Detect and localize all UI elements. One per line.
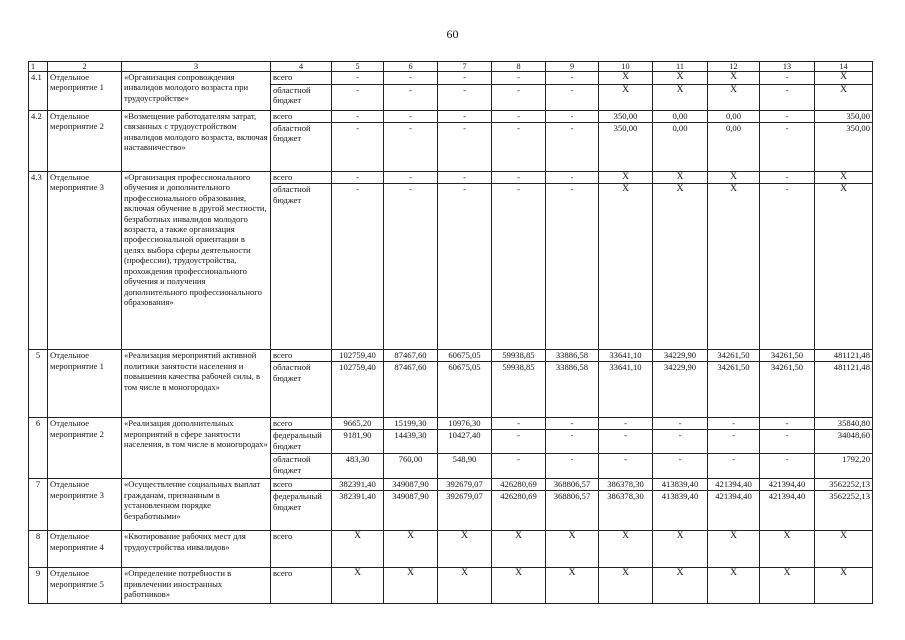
value-cell-col-7: 60675,05	[438, 362, 492, 418]
value-cell-col-9: 33886,58	[546, 362, 599, 418]
value-cell-col-13: X	[760, 568, 815, 604]
funding-source: всего	[271, 418, 332, 430]
value-cell-col-10: 350,00	[599, 122, 653, 171]
value-cell-col-6: X	[384, 531, 438, 568]
value-cell-col-14: X	[815, 171, 873, 184]
event-description: «Реализация мероприятий активной политики занятости населения и повышения качества рабочей силы, в том числе в моногородах»	[122, 350, 271, 418]
value-cell-col-8: X	[492, 568, 546, 604]
event-description: «Квотирование рабочих мест для трудоустройства инвалидов»	[122, 531, 271, 568]
value-cell-col-12: 0,00	[708, 110, 760, 122]
funding-source: областной бюджет	[271, 362, 332, 418]
value-cell-col-13: -	[760, 418, 815, 430]
value-cell-col-13: 34261,50	[760, 350, 815, 362]
value-cell-col-12: 421394,40	[708, 491, 760, 531]
column-header-1: 1	[29, 62, 48, 72]
value-cell-col-9: -	[546, 430, 599, 454]
value-cell-col-13: -	[760, 454, 815, 479]
value-cell-col-12: -	[708, 418, 760, 430]
value-cell-col-9: X	[546, 568, 599, 604]
event-name: Отдельное мероприятие 3	[48, 479, 122, 531]
value-cell-col-10: -	[599, 454, 653, 479]
value-cell-col-5: 9181,90	[332, 430, 384, 454]
column-header-12: 12	[708, 62, 760, 72]
column-header-3: 3	[122, 62, 271, 72]
value-cell-col-10: X	[599, 171, 653, 184]
value-cell-col-14: X	[815, 84, 873, 110]
table-row	[29, 72, 873, 85]
column-header-11: 11	[653, 62, 708, 72]
value-cell-col-8: 426280,69	[492, 479, 546, 491]
value-cell-col-11: 0,00	[653, 110, 708, 122]
value-cell-col-8: -	[492, 171, 546, 184]
value-cell-col-5: 382391,40	[332, 491, 384, 531]
event-description: «Осуществление социальных выплат гражданам, признанным в установленном порядке безработными»	[122, 479, 271, 531]
value-cell-col-5: -	[332, 122, 384, 171]
value-cell-col-13: 421394,40	[760, 491, 815, 531]
value-cell-col-6: 87467,60	[384, 350, 438, 362]
value-cell-col-11: 0,00	[653, 122, 708, 171]
value-cell-col-13: -	[760, 171, 815, 184]
value-cell-col-11: X	[653, 568, 708, 604]
value-cell-col-13: -	[760, 84, 815, 110]
event-name: Отдельное мероприятие 2	[48, 418, 122, 479]
event-description: «Реализация дополнительных мероприятий в сфере занятости населения, в том числе в моногородах»	[122, 418, 271, 479]
value-cell-col-6: -	[384, 184, 438, 350]
value-cell-col-7: 392679,07	[438, 479, 492, 491]
value-cell-col-10: 386378,30	[599, 491, 653, 531]
value-cell-col-5: -	[332, 171, 384, 184]
value-cell-col-6: 14439,30	[384, 430, 438, 454]
value-cell-col-6: -	[384, 122, 438, 171]
value-cell-col-7: -	[438, 122, 492, 171]
value-cell-col-6: 349087,90	[384, 491, 438, 531]
value-cell-col-14: 481121,48	[815, 350, 873, 362]
value-cell-col-12: X	[708, 84, 760, 110]
value-cell-col-13: -	[760, 184, 815, 350]
value-cell-col-8: -	[492, 430, 546, 454]
funding-source: областной бюджет	[271, 184, 332, 350]
table-row	[29, 350, 873, 362]
column-header-9: 9	[546, 62, 599, 72]
value-cell-col-9: -	[546, 184, 599, 350]
value-cell-col-5: 483,30	[332, 454, 384, 479]
value-cell-col-10: X	[599, 568, 653, 604]
value-cell-col-8: -	[492, 84, 546, 110]
row-number: 5	[29, 350, 48, 418]
value-cell-col-7: -	[438, 84, 492, 110]
value-cell-col-8: 59938,85	[492, 362, 546, 418]
value-cell-col-7: 548,90	[438, 454, 492, 479]
value-cell-col-10: 33641,10	[599, 350, 653, 362]
event-description: «Организация профессионального обучения и дополнительного профессионального образования, включая обучение в другой местности, безработных инвалидов молодого возраста, а также организация профессиональной ориентации в целях выбора сферы деятельности (профессии), трудоустройства, прохождения профессионального обучения и получения дополнительного профессионального образования»	[122, 171, 271, 350]
row-number: 4.3	[29, 171, 48, 350]
event-description: «Возмещение работодателям затрат, связанных с трудоустройством инвалидов молодого возраста, включая наставничество»	[122, 110, 271, 171]
value-cell-col-13: -	[760, 430, 815, 454]
value-cell-col-11: 34229,90	[653, 350, 708, 362]
value-cell-col-8: X	[492, 531, 546, 568]
table-row	[29, 171, 873, 184]
value-cell-col-12: 34261,50	[708, 350, 760, 362]
value-cell-col-10: 386378,30	[599, 479, 653, 491]
value-cell-col-6: 349087,90	[384, 479, 438, 491]
value-cell-col-9: -	[546, 122, 599, 171]
event-description: «Определение потребности в привлечении иностранных работников»	[122, 568, 271, 604]
event-name: Отдельное мероприятие 2	[48, 110, 122, 171]
value-cell-col-9: -	[546, 418, 599, 430]
value-cell-col-7: 10976,30	[438, 418, 492, 430]
value-cell-col-14: X	[815, 531, 873, 568]
value-cell-col-9: -	[546, 110, 599, 122]
value-cell-col-10: -	[599, 430, 653, 454]
value-cell-col-7: 60675,05	[438, 350, 492, 362]
funding-table	[28, 61, 873, 604]
value-cell-col-11: X	[653, 84, 708, 110]
value-cell-col-11: 413839,40	[653, 479, 708, 491]
funding-source: областной бюджет	[271, 454, 332, 479]
value-cell-col-12: X	[708, 531, 760, 568]
column-header-10: 10	[599, 62, 653, 72]
value-cell-col-5: 102759,40	[332, 362, 384, 418]
event-name: Отдельное мероприятие 4	[48, 531, 122, 568]
value-cell-col-13: -	[760, 110, 815, 122]
value-cell-col-6: 760,00	[384, 454, 438, 479]
value-cell-col-13: X	[760, 531, 815, 568]
value-cell-col-9: -	[546, 171, 599, 184]
funding-source: областной бюджет	[271, 84, 332, 110]
value-cell-col-8: 426280,69	[492, 491, 546, 531]
event-name: Отдельное мероприятие 5	[48, 568, 122, 604]
column-header-5: 5	[332, 62, 384, 72]
value-cell-col-11: X	[653, 531, 708, 568]
value-cell-col-14: X	[815, 72, 873, 85]
table-row	[29, 568, 873, 604]
column-header-4: 4	[271, 62, 332, 72]
value-cell-col-11: 34229,90	[653, 362, 708, 418]
value-cell-col-7: X	[438, 531, 492, 568]
value-cell-col-7: -	[438, 72, 492, 85]
event-name: Отдельное мероприятие 1	[48, 350, 122, 418]
value-cell-col-6: 15199,30	[384, 418, 438, 430]
funding-source: всего	[271, 110, 332, 122]
value-cell-col-11: X	[653, 72, 708, 85]
value-cell-col-9: -	[546, 72, 599, 85]
value-cell-col-12: -	[708, 454, 760, 479]
value-cell-col-9: 33886,58	[546, 350, 599, 362]
row-number: 8	[29, 531, 48, 568]
value-cell-col-7: 392679,07	[438, 491, 492, 531]
value-cell-col-5: -	[332, 110, 384, 122]
value-cell-col-13: -	[760, 72, 815, 85]
value-cell-col-12: X	[708, 568, 760, 604]
value-cell-col-14: 3562252,13	[815, 479, 873, 491]
value-cell-col-8: 59938,85	[492, 350, 546, 362]
value-cell-col-9: 368806,57	[546, 479, 599, 491]
value-cell-col-7: -	[438, 184, 492, 350]
value-cell-col-8: -	[492, 184, 546, 350]
value-cell-col-10: X	[599, 72, 653, 85]
value-cell-col-7: 10427,40	[438, 430, 492, 454]
value-cell-col-6: X	[384, 568, 438, 604]
column-header-13: 13	[760, 62, 815, 72]
page-number: 60	[446, 27, 459, 41]
value-cell-col-11: -	[653, 454, 708, 479]
value-cell-col-10: X	[599, 184, 653, 350]
value-cell-col-13: 421394,40	[760, 479, 815, 491]
value-cell-col-12: 0,00	[708, 122, 760, 171]
header-row	[29, 62, 873, 72]
funding-source: областной бюджет	[271, 122, 332, 171]
value-cell-col-5: -	[332, 72, 384, 85]
funding-source: всего	[271, 171, 332, 184]
value-cell-col-5: 102759,40	[332, 350, 384, 362]
value-cell-col-7: -	[438, 110, 492, 122]
column-header-7: 7	[438, 62, 492, 72]
value-cell-col-9: 368806,57	[546, 491, 599, 531]
value-cell-col-14: 35840,80	[815, 418, 873, 430]
value-cell-col-12: 421394,40	[708, 479, 760, 491]
table-row	[29, 418, 873, 430]
funding-source: всего	[271, 531, 332, 568]
funding-source: федеральный бюджет	[271, 491, 332, 531]
value-cell-col-5: 382391,40	[332, 479, 384, 491]
value-cell-col-7: -	[438, 171, 492, 184]
value-cell-col-10: -	[599, 418, 653, 430]
row-number: 7	[29, 479, 48, 531]
table-row	[29, 531, 873, 568]
value-cell-col-5: -	[332, 84, 384, 110]
value-cell-col-6: -	[384, 72, 438, 85]
value-cell-col-5: -	[332, 184, 384, 350]
event-description: «Организация сопровождения инвалидов молодого возраста при трудоустройстве»	[122, 72, 271, 111]
value-cell-col-8: -	[492, 110, 546, 122]
value-cell-col-11: 413839,40	[653, 491, 708, 531]
row-number: 4.2	[29, 110, 48, 171]
funding-source: всего	[271, 72, 332, 85]
value-cell-col-14: 350,00	[815, 110, 873, 122]
value-cell-col-10: X	[599, 531, 653, 568]
value-cell-col-7: X	[438, 568, 492, 604]
value-cell-col-8: -	[492, 72, 546, 85]
value-cell-col-13: -	[760, 122, 815, 171]
value-cell-col-12: X	[708, 171, 760, 184]
value-cell-col-9: -	[546, 454, 599, 479]
column-header-2: 2	[48, 62, 122, 72]
value-cell-col-5: X	[332, 531, 384, 568]
funding-source: всего	[271, 479, 332, 491]
value-cell-col-11: X	[653, 171, 708, 184]
column-header-14: 14	[815, 62, 873, 72]
value-cell-col-11: -	[653, 430, 708, 454]
event-name: Отдельное мероприятие 1	[48, 72, 122, 111]
value-cell-col-8: -	[492, 122, 546, 171]
value-cell-col-14: 34048,60	[815, 430, 873, 454]
event-name: Отдельное мероприятие 3	[48, 171, 122, 350]
funding-source: федеральный бюджет	[271, 430, 332, 454]
value-cell-col-6: 87467,60	[384, 362, 438, 418]
value-cell-col-10: X	[599, 84, 653, 110]
row-number: 6	[29, 418, 48, 479]
column-header-6: 6	[384, 62, 438, 72]
value-cell-col-12: 34261,50	[708, 362, 760, 418]
value-cell-col-12: -	[708, 430, 760, 454]
value-cell-col-12: X	[708, 184, 760, 350]
value-cell-col-6: -	[384, 171, 438, 184]
value-cell-col-11: X	[653, 184, 708, 350]
value-cell-col-6: -	[384, 84, 438, 110]
row-number: 4.1	[29, 72, 48, 111]
funding-source: всего	[271, 568, 332, 604]
value-cell-col-9: -	[546, 84, 599, 110]
value-cell-col-14: 481121,48	[815, 362, 873, 418]
value-cell-col-14: 3562252,13	[815, 491, 873, 531]
value-cell-col-10: 33641,10	[599, 362, 653, 418]
value-cell-col-5: X	[332, 568, 384, 604]
value-cell-col-9: X	[546, 531, 599, 568]
value-cell-col-5: 9665,20	[332, 418, 384, 430]
table-row	[29, 479, 873, 491]
value-cell-col-14: 1792,20	[815, 454, 873, 479]
funding-source: всего	[271, 350, 332, 362]
table-row	[29, 110, 873, 122]
value-cell-col-14: 350,00	[815, 122, 873, 171]
value-cell-col-11: -	[653, 418, 708, 430]
value-cell-col-13: 34261,50	[760, 362, 815, 418]
value-cell-col-14: X	[815, 184, 873, 350]
column-header-8: 8	[492, 62, 546, 72]
value-cell-col-8: -	[492, 418, 546, 430]
value-cell-col-6: -	[384, 110, 438, 122]
row-number: 9	[29, 568, 48, 604]
value-cell-col-10: 350,00	[599, 110, 653, 122]
value-cell-col-14: X	[815, 568, 873, 604]
value-cell-col-8: -	[492, 454, 546, 479]
table-body	[29, 72, 873, 604]
value-cell-col-12: X	[708, 72, 760, 85]
